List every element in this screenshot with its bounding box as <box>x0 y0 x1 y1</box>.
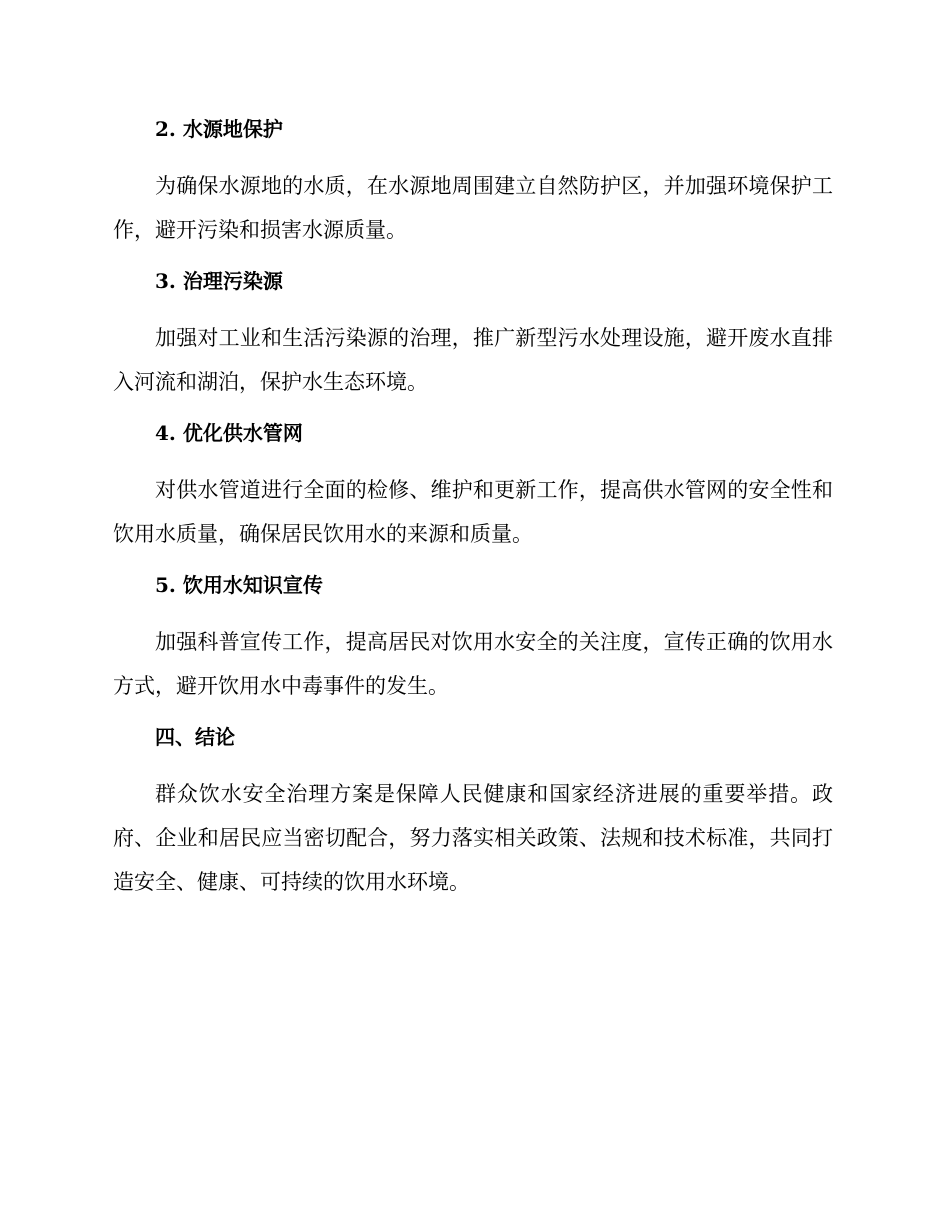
document-content <box>113 110 833 904</box>
section-body-knowledge-promotion: 加强科普宣传工作，提高居民对饮用水安全的关注度，宣传正确的饮用水方式，避开饮用水中毒事件的发生。 <box>113 630 833 698</box>
section-heading-pollution-control: 3. 治理污染源 <box>155 269 283 293</box>
section-body-conclusion: 群众饮水安全治理方案是保障人民健康和国家经济进展的重要举措。政府、企业和居民应当密切配合，努力落实相关政策、法规和技术标准，共同打造安全、健康、可持续的饮用水环境。 <box>113 782 833 894</box>
section-body-water-source-protection: 为确保水源地的水质，在水源地周围建立自然防护区，并加强环境保护工作，避开污染和损害水源质量。 <box>113 174 833 242</box>
section-body-pollution-control: 加强对工业和生活污染源的治理，推广新型污水处理设施，避开废水直排入河流和湖泊，保护水生态环境。 <box>113 326 833 394</box>
section-heading-knowledge-promotion: 5. 饮用水知识宣传 <box>155 573 323 597</box>
section-body-pipe-network: 对供水管道进行全面的检修、维护和更新工作，提高供水管网的安全性和饮用水质量，确保居民饮用水的来源和质量。 <box>113 478 833 546</box>
section-heading-water-source-protection: 2. 水源地保护 <box>155 117 283 141</box>
section-heading-conclusion: 四、结论 <box>155 725 235 749</box>
section-heading-pipe-network: 4. 优化供水管网 <box>155 421 303 445</box>
